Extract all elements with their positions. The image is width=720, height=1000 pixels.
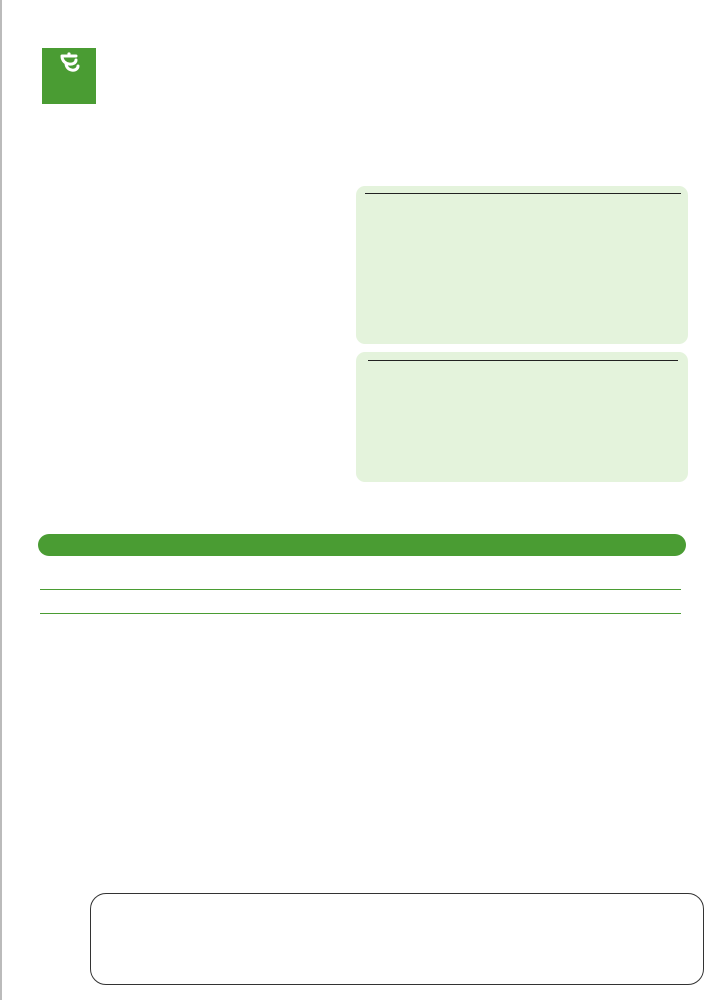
transactions-header [40, 560, 681, 590]
bank-emblem-icon [56, 52, 82, 76]
bna-logo [42, 48, 96, 104]
watermark-box [90, 893, 704, 985]
page-edge [0, 0, 2, 1000]
transactions-history-bar [38, 534, 686, 556]
account-summary-box [356, 186, 688, 344]
balance-brought-forward-row [40, 590, 681, 614]
overdraft-box [356, 352, 688, 482]
